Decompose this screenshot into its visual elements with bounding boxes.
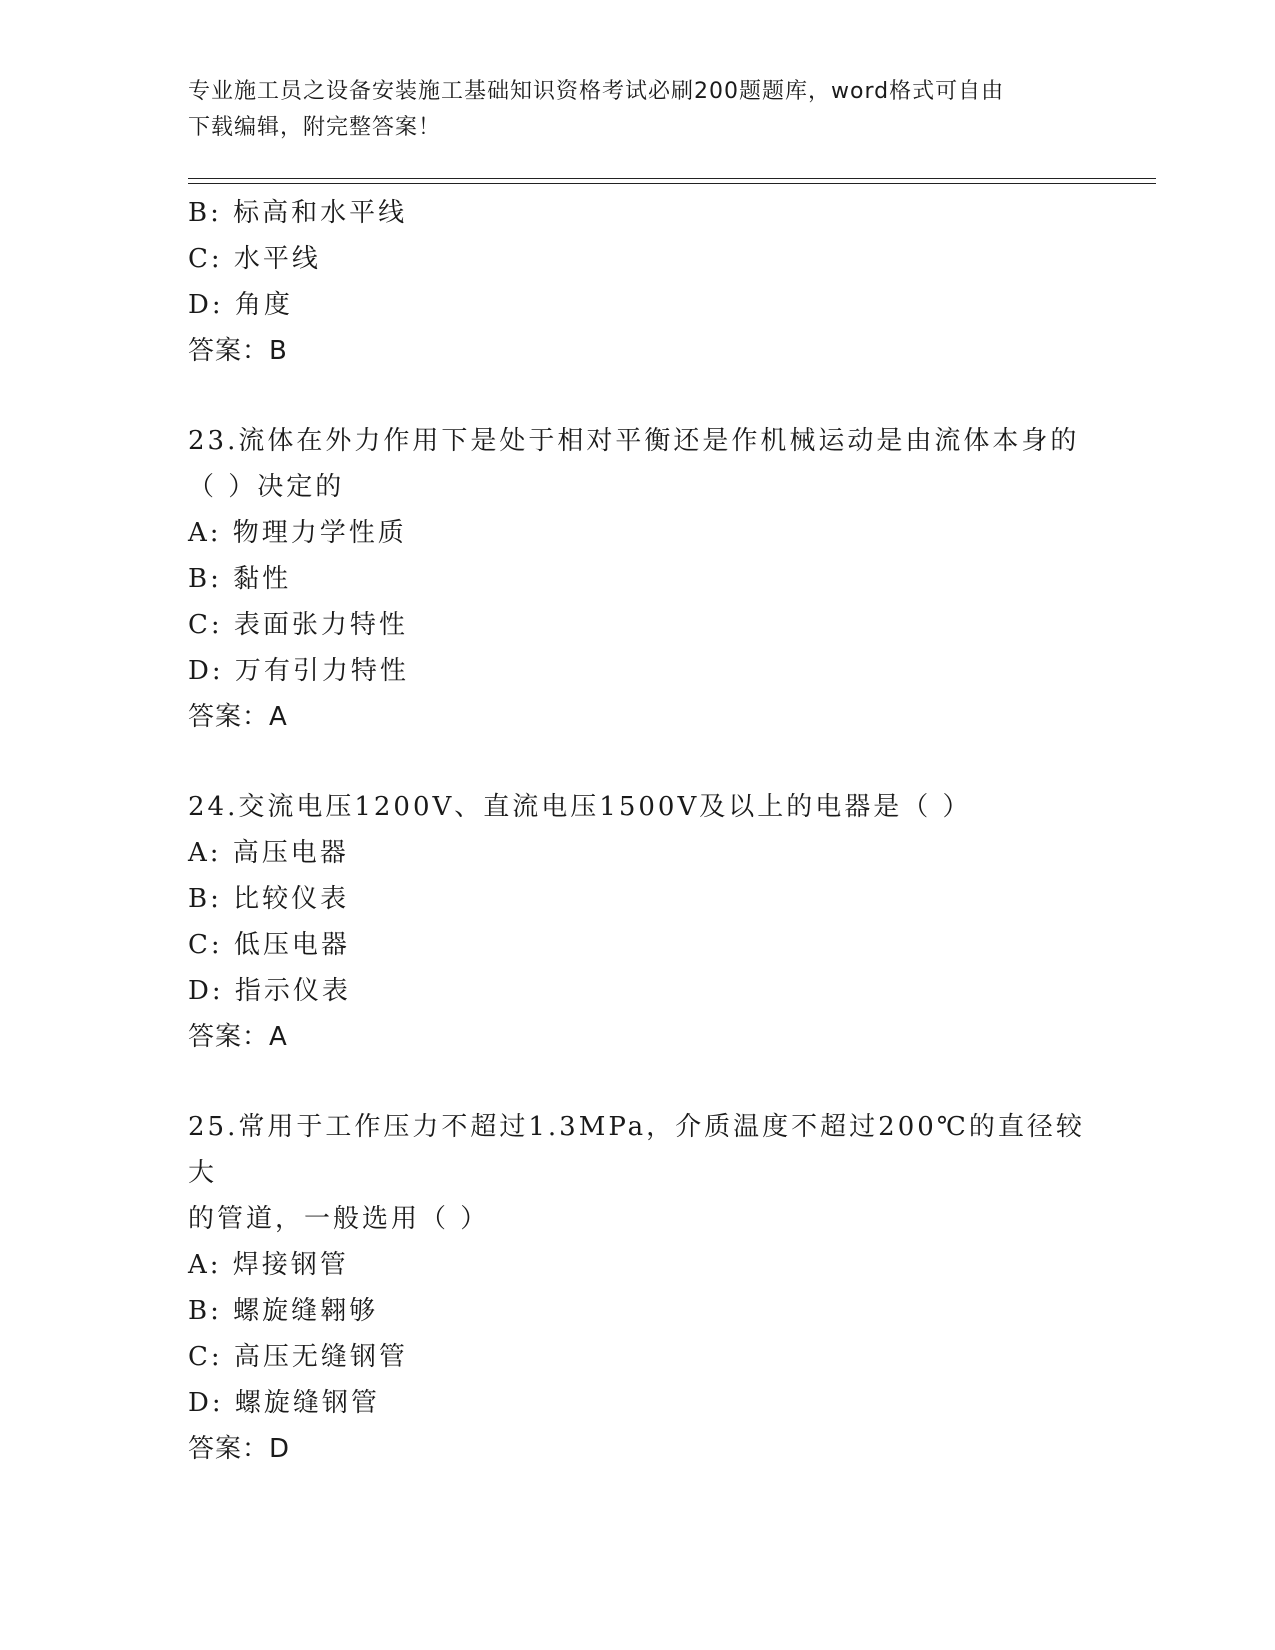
option-a: A: 高压电器 [188,838,349,868]
option-d: D: 角度 [188,290,293,320]
question-text-line2: （ ）决定的 [188,472,345,502]
option-c: C: 水平线 [188,244,321,274]
question-25 [188,1104,1088,1472]
question-text-line1: 23.流体在外力作用下是处于相对平衡还是作机械运动是由流体本身的 [188,426,1080,456]
answer-line: 答案：A [188,1022,288,1052]
answer-line: 答案：B [188,336,288,366]
option-d: D: 螺旋缝钢管 [188,1388,380,1418]
header-divider-top [188,178,1156,179]
option-a: A: 物理力学性质 [188,518,407,548]
option-a: A: 焊接钢管 [188,1250,349,1280]
header-title-line2: 下载编辑，附完整答案！ [188,115,442,140]
option-b: B: 黏性 [188,564,292,594]
document-body [188,190,1088,1472]
option-c: C: 低压电器 [188,930,350,960]
answer-line: 答案：A [188,702,288,732]
header-title-line1: 专业施工员之设备安装施工基础知识资格考试必刷200题题库，word格式可自由 [188,79,1005,104]
question-text-line1: 25.常用于工作压力不超过1.3MPa，介质温度不超过200℃的直径较大 [188,1112,1085,1188]
partial-question [188,190,1088,374]
question-23 [188,418,1088,740]
document-header [188,74,1068,146]
question-text-line1: 24.交流电压1200V、直流电压1500V及以上的电器是（ ） [188,792,972,822]
option-b: B: 标高和水平线 [188,198,408,228]
header-divider-bottom [188,183,1156,184]
question-text-line2: 的管道，一般选用（ ） [188,1204,490,1234]
option-d: D: 万有引力特性 [188,656,409,686]
answer-line: 答案：D [188,1434,291,1464]
question-24 [188,784,1088,1060]
option-b: B: 螺旋缝翱够 [188,1296,379,1326]
option-c: C: 高压无缝钢管 [188,1342,408,1372]
option-b: B: 比较仪表 [188,884,350,914]
option-d: D: 指示仪表 [188,976,351,1006]
option-c: C: 表面张力特性 [188,610,408,640]
